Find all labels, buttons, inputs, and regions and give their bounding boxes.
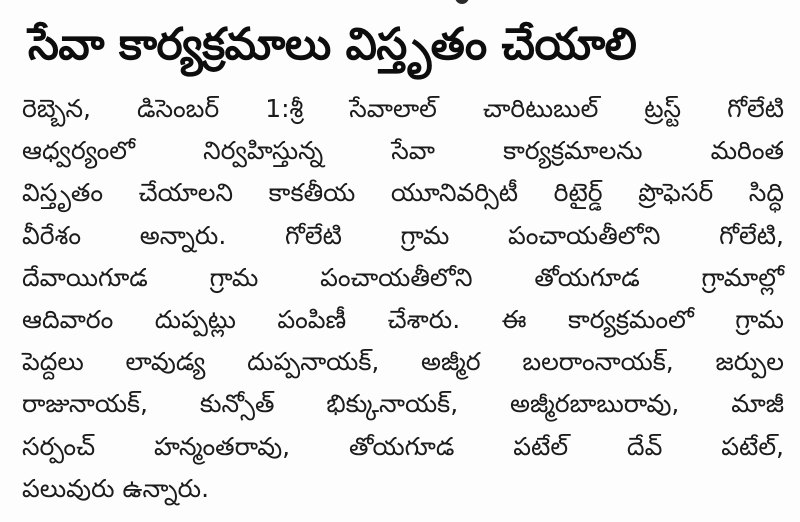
- article-body: [22, 88, 784, 510]
- body-line-1: రెబ్బెన, డిసెంబర్ 1:శ్రీ సేవాలాల్ చారిటుబుల్ ట్రస్ట్ గోలేటి: [22, 94, 784, 123]
- body-line-2: ఆధ్వర్యంలో నిర్వహిస్తున్న సేవా కార్యక్రమాలను మరింత: [22, 136, 784, 166]
- body-line-9: సర్పంచ్ హన్మంతరావు, తోయగూడ పటేల్ దేవ్ పటేల్,: [22, 431, 784, 461]
- body-line-8: రాజునాయక్, కున్సోత్ భిక్కునాయక్, అజ్మీరబాబురావు, మాజీ: [22, 389, 784, 419]
- body-line-6: ఆదివారం దుప్పట్లు పంపిణీ చేశారు. ఈ కార్యక్రమంలో గ్రామ: [22, 305, 784, 335]
- body-line-4: వీరేశం అన్నారు. గోలేటి గ్రామ పంచాయతీలోని గోలేటి,: [22, 220, 784, 250]
- headline: సేవా కార్యక్రమాలు విస్తృతం చేయాలి: [28, 19, 637, 70]
- body-line-10: పలువురు ఉన్నారు.: [22, 473, 210, 503]
- body-line-7: పెద్దలు లావుడ్య దుప్పనాయక్, అజ్మీర బలరాంనాయక్, జర్పుల: [22, 347, 784, 377]
- cut-off-glyph-fragment: [455, 0, 469, 4]
- body-line-3: విస్తృతం చేయాలని కాకతీయ యూనివర్సిటీ రిటైర్డ్ ప్రొఫెసర్ సిద్ధి: [22, 178, 784, 208]
- body-line-5: దేవాయిగూడ గ్రామ పంచాయతీలోని తోయగూడ గ్రామాల్లో: [22, 262, 784, 292]
